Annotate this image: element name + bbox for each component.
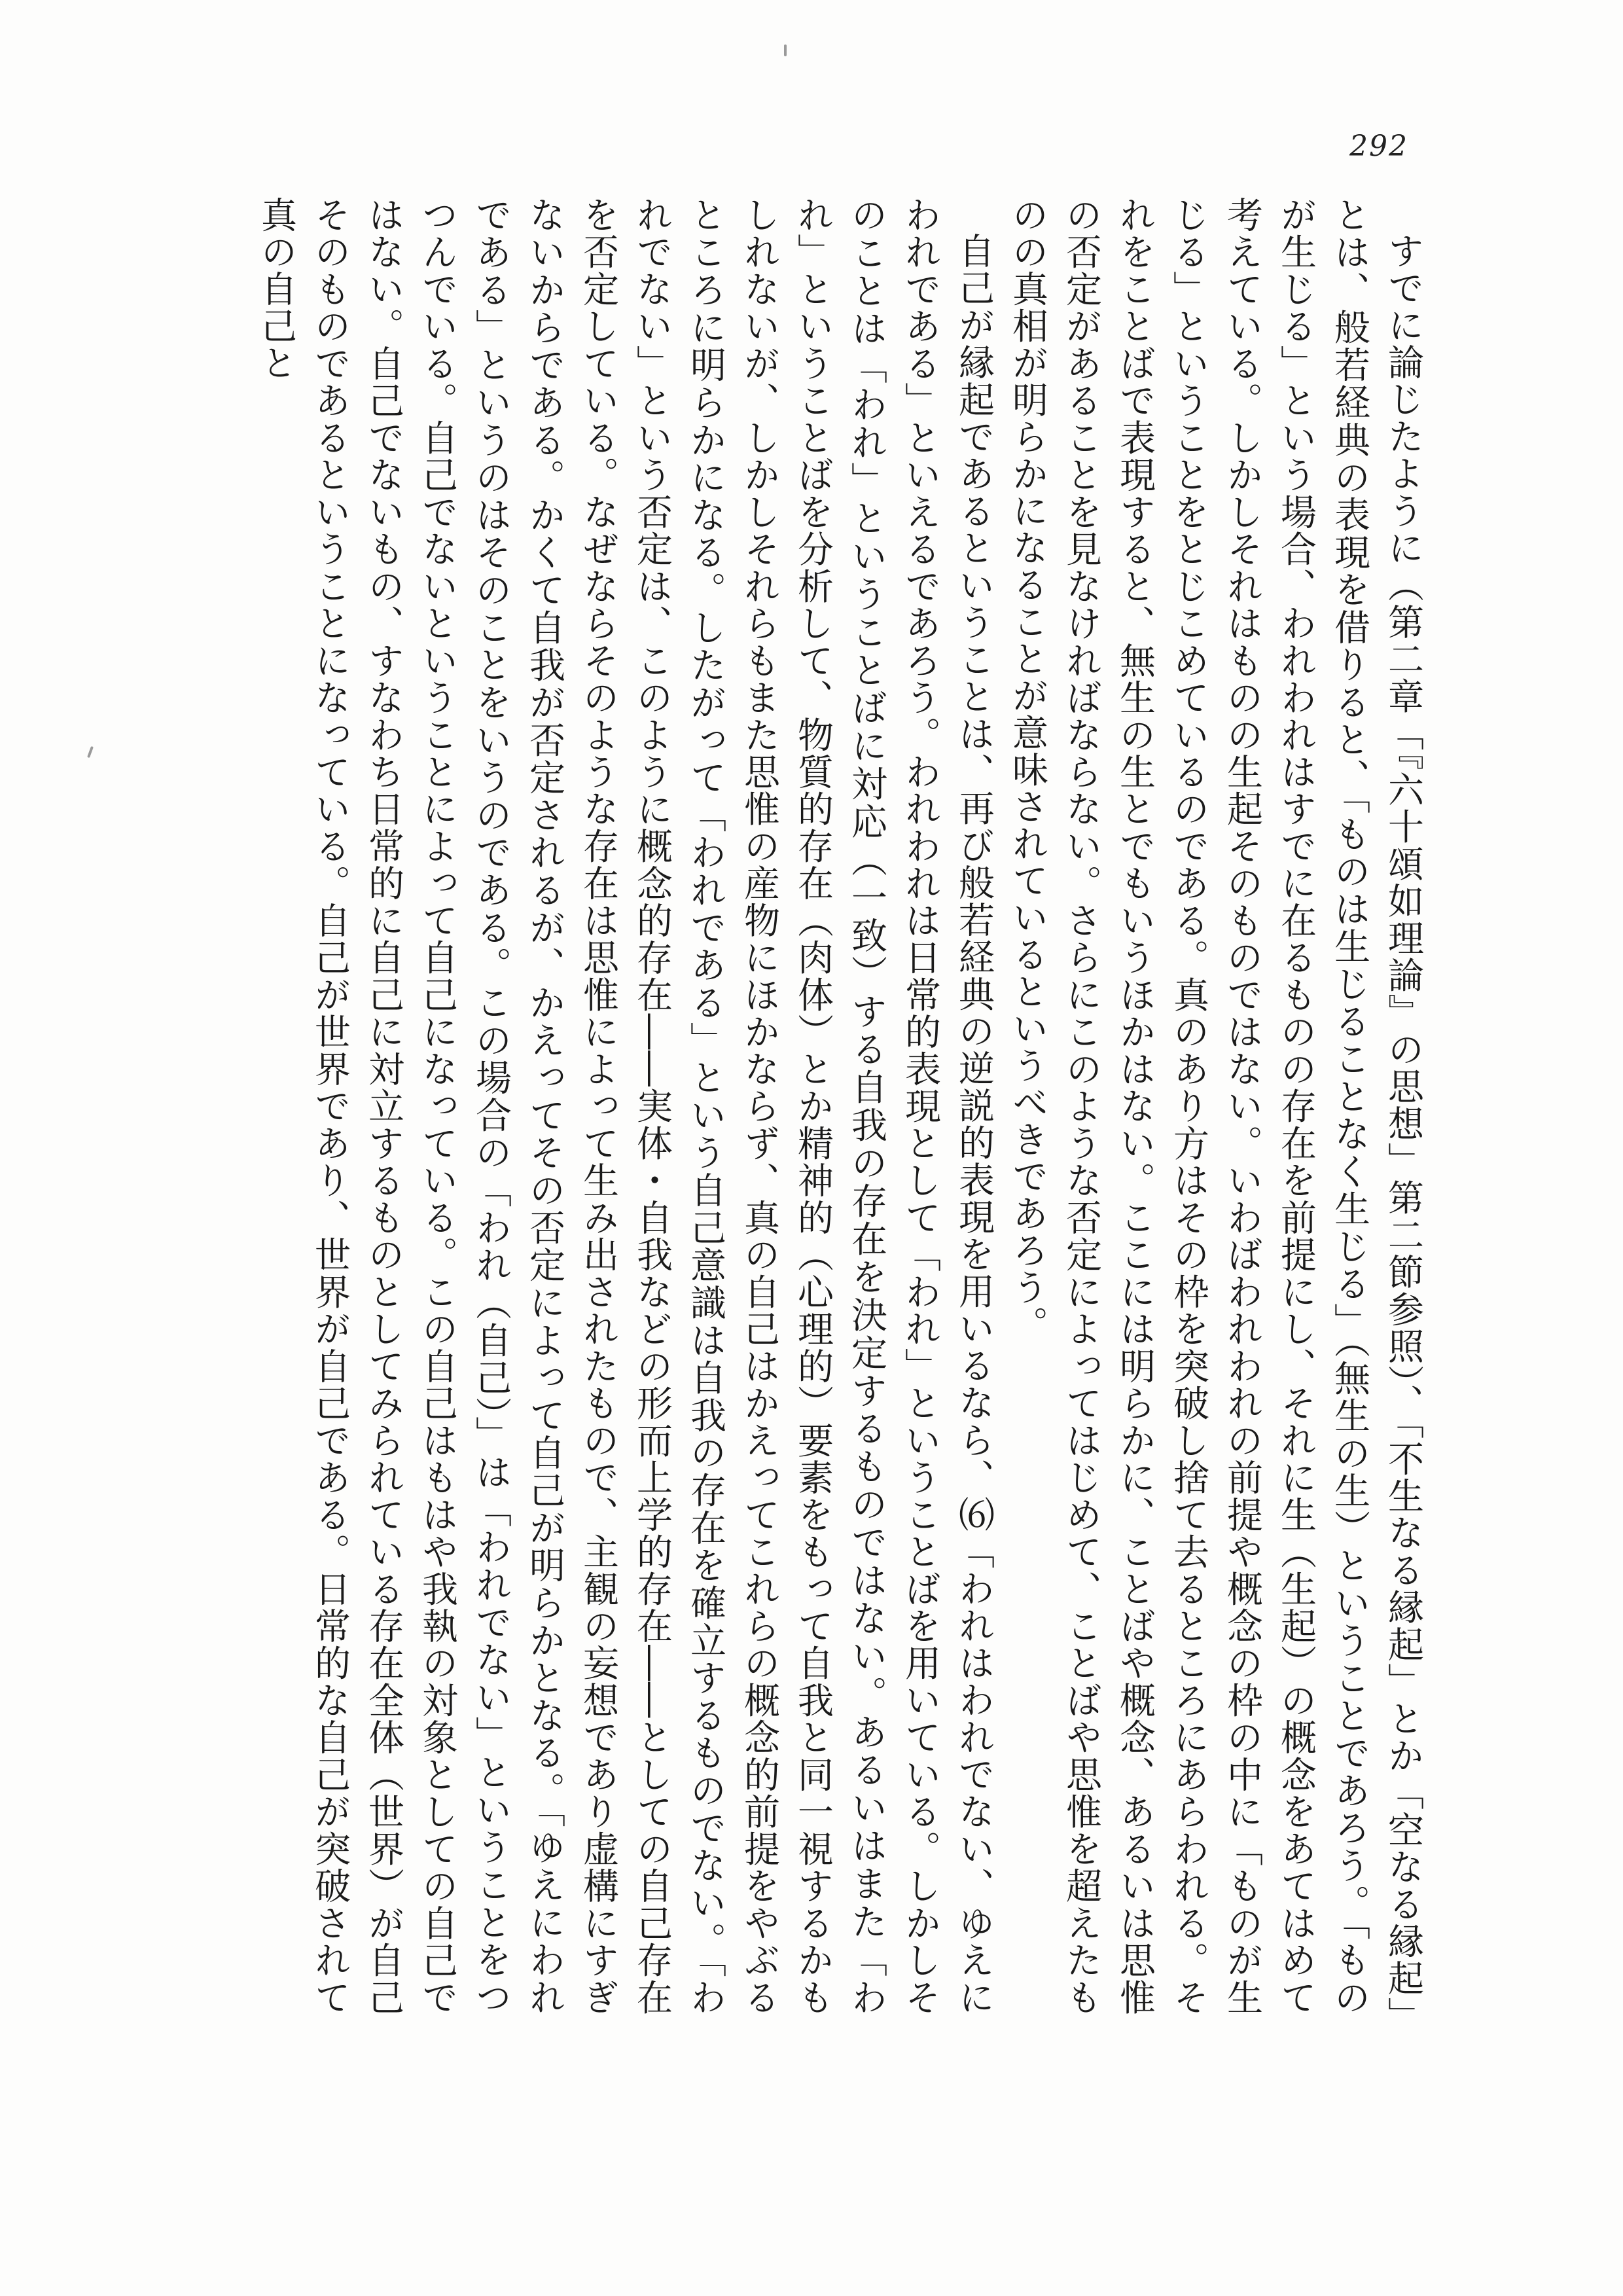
page-number: 292	[1349, 130, 1408, 163]
stray-mark	[784, 45, 787, 56]
paragraph-1: すでに論じたように（第二章「『六十頌如理論』の思想」第二節参照）、「不生なる縁起」とか「空なる縁起」とは、般若経典の表現を借りると、「ものは生じることなく生じる」（無生の生）ということであろう。「ものが生じる」という場合、われわれはすでに在るものの存在を前提にし、それに生（生起）の概念をあてはめて考えている。しかしそれはものの生起そのものではない。いわばわれわれの前提や概念の枠の中に「ものが生じる」ということをとじこめているのである。真のあり方はその枠を突破し捨て去るところにあらわれる。それをことばで表現すると、無生の生とでもいうほかはない。ここには明らかに、ことばや概念、あるいは思惟の否定があることを見なければならない。さらにこのような否定によってはじめて、ことばや思惟を超えたものの真相が明らかになることが意味されているというべきであろう。	[1007, 196, 1424, 2017]
body-text	[249, 196, 1430, 2016]
stray-mark	[87, 746, 94, 758]
paragraph-2: 自己が縁起であるということは、再び般若経典の逆説的表現を用いるなら、⑹「われはわれでない、ゆえにわれである」といえるであろう。われわれは日常的表現として「われ」ということばを用いている。しかしそのことは「われ」ということばに対応（一致）する自我の存在を決定するものではない。あるいはまた「われ」ということばを分析して、物質的存在（肉体）とか精神的（心理的）要素をもって自我と同一視するかもしれないが、しかしそれらもまた思惟の産物にほかならず、真の自己はかえってこれらの概念的前提をやぶるところに明らかになる。したがって「われである」という自己意識は自我の存在を確立するものでない。「われでない」という否定は、このように概念的存在――実体・自我などの形而上学的存在――としての自己存在を否定している。なぜならそのような存在は思惟によって生み出されたもので、主観の妄想であり虚構にすぎないからである。かくて自我が否定されるが、かえってその否定によって自己が明らかとなる。「ゆえにわれである」というのはそのことをいうのである。この場合の「われ（自己）」は「われでない」ということをつつんでいる。自己でないということによって自己になっている。この自己はもはや我執の対象としての自己ではない。自己でないもの、すなわち日常的に自己に対立するものとしてみられている存在全体（世界）が自己そのものであるということになっている。自己が世界であり、世界が自己である。日常的な自己が突破されて真の自己と	[255, 196, 995, 2017]
